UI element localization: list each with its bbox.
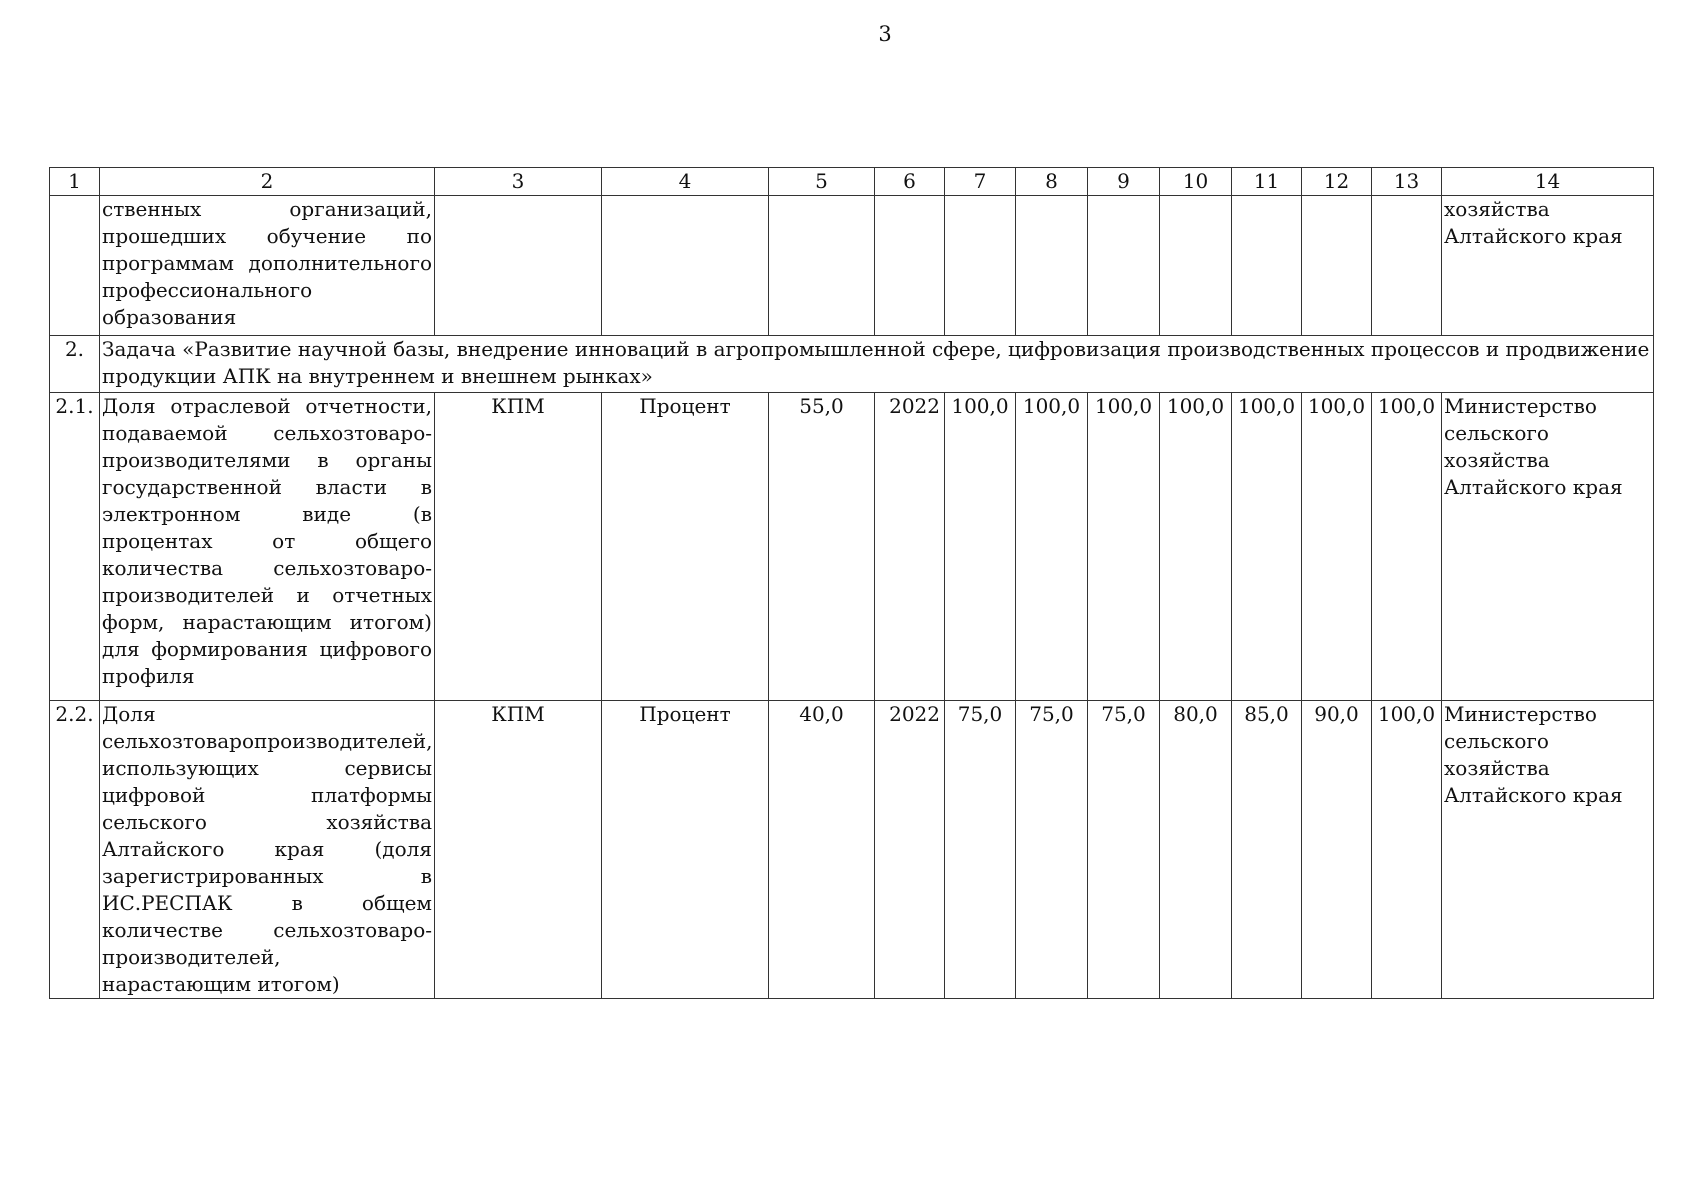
page-number: 3	[878, 22, 892, 46]
empty-cell	[1016, 196, 1088, 336]
indicator-row	[50, 393, 1654, 701]
column-header: 5	[769, 168, 875, 196]
target-value: 100,0	[1302, 393, 1372, 701]
target-value: 100,0	[1016, 393, 1088, 701]
empty-cell	[769, 196, 875, 336]
column-number-row	[50, 168, 1654, 196]
empty-cell	[1372, 196, 1442, 336]
target-value: 100,0	[1160, 393, 1232, 701]
column-header: 14	[1442, 168, 1654, 196]
base-year: 2022	[875, 701, 945, 999]
responsible-executor: Министерство сельского хозяйства Алтайского края	[1442, 393, 1654, 701]
base-value: 55,0	[769, 393, 875, 701]
empty-cell	[945, 196, 1016, 336]
indicators-table	[49, 167, 1654, 999]
empty-cell	[875, 196, 945, 336]
empty-cell	[435, 196, 602, 336]
unit-of-measure: Процент	[602, 701, 769, 999]
column-header: 3	[435, 168, 602, 196]
task-number: 2.	[50, 336, 100, 393]
task-title: Задача «Развитие научной базы, внедрение инноваций в агропромышленной сфере, цифровизация производственных процессов и продвижение продукции АПК на внутреннем и внешнем рынках»	[100, 336, 1654, 393]
target-value: 100,0	[1232, 393, 1302, 701]
column-header: 9	[1088, 168, 1160, 196]
column-header: 1	[50, 168, 100, 196]
indicator-description: Доля отраслевой отчетности, подаваемой сельхозтоваро-производителями в органы государственной власти в электронном виде (в процентах от общего количества сельхозтоваро-производителей и отчетных форм, нарастающим итогом) для формирования цифрового профиля	[100, 393, 435, 701]
indicator-type: КПМ	[435, 393, 602, 701]
target-value: 100,0	[1088, 393, 1160, 701]
row-number: 2.2.	[50, 701, 100, 999]
target-value: 100,0	[945, 393, 1016, 701]
target-value: 90,0	[1302, 701, 1372, 999]
responsible-executor: Министерство сельского хозяйства Алтайского края	[1442, 701, 1654, 999]
responsible-executor: хозяйства Алтайского края	[1442, 196, 1654, 336]
empty-cell	[602, 196, 769, 336]
column-header: 12	[1302, 168, 1372, 196]
empty-cell	[1302, 196, 1372, 336]
column-header: 6	[875, 168, 945, 196]
task-row	[50, 336, 1654, 393]
indicator-type: КПМ	[435, 701, 602, 999]
base-year: 2022	[875, 393, 945, 701]
continuation-row	[50, 196, 1654, 336]
row-number-cell	[50, 196, 100, 336]
base-value: 40,0	[769, 701, 875, 999]
column-header: 2	[100, 168, 435, 196]
column-header: 11	[1232, 168, 1302, 196]
target-value: 85,0	[1232, 701, 1302, 999]
unit-of-measure: Процент	[602, 393, 769, 701]
column-header: 10	[1160, 168, 1232, 196]
column-header: 4	[602, 168, 769, 196]
empty-cell	[1088, 196, 1160, 336]
target-value: 100,0	[1372, 393, 1442, 701]
column-header: 7	[945, 168, 1016, 196]
indicator-row	[50, 701, 1654, 999]
column-header: 8	[1016, 168, 1088, 196]
target-value: 75,0	[1088, 701, 1160, 999]
target-value: 80,0	[1160, 701, 1232, 999]
target-value: 75,0	[945, 701, 1016, 999]
row-number: 2.1.	[50, 393, 100, 701]
column-header: 13	[1372, 168, 1442, 196]
target-value: 75,0	[1016, 701, 1088, 999]
indicator-description: Доля сельхозтоваропроизводителей, использующих сервисы цифровой платформы сельского хозяйства Алтайского края (доля зарегистрированных в ИС.РЕСПАК в общем количестве сельхозтоваро-производителей, нарастающим итогом)	[100, 701, 435, 999]
empty-cell	[1232, 196, 1302, 336]
indicator-description: ственных организаций, прошедших обучение по программам дополнительного профессионального образования	[100, 196, 435, 336]
target-value: 100,0	[1372, 701, 1442, 999]
empty-cell	[1160, 196, 1232, 336]
